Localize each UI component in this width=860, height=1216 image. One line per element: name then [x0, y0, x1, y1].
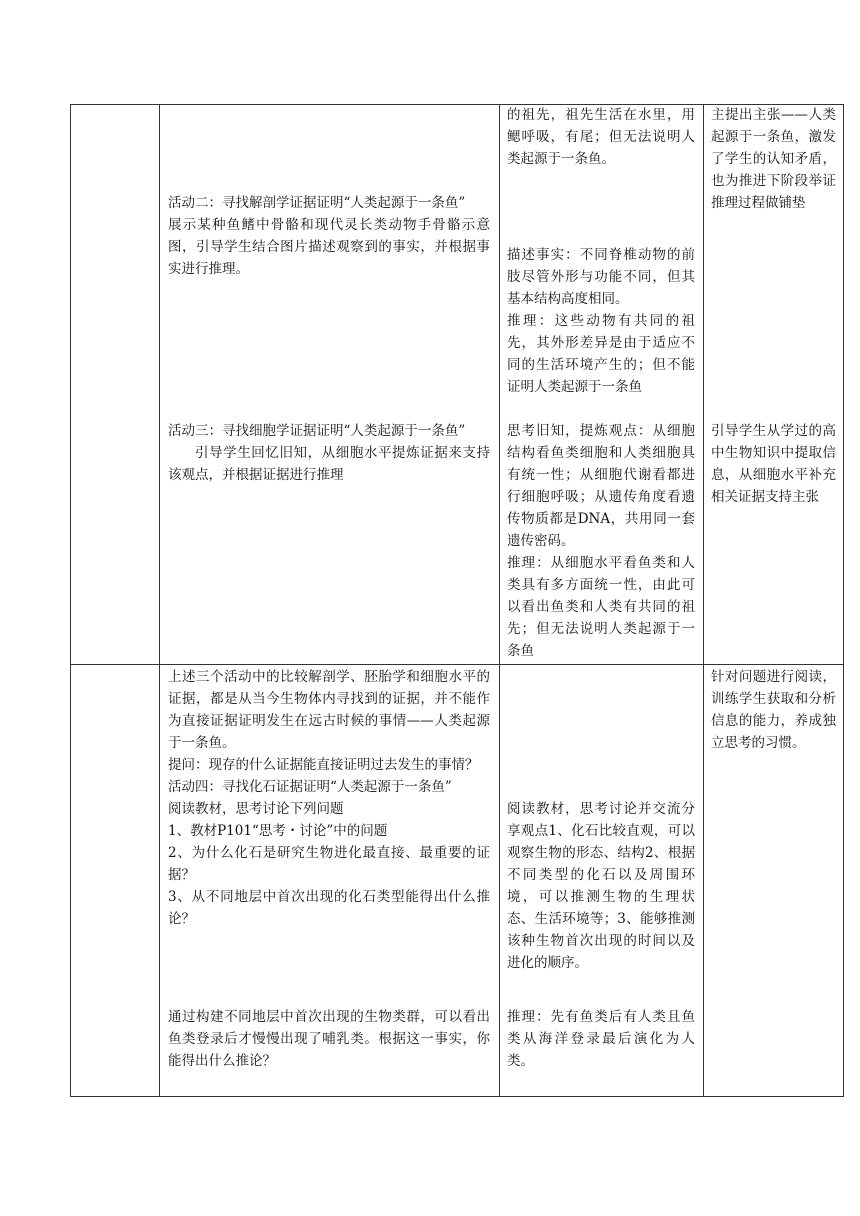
- student-inference-1: 推理：这些动物有共同的祖先，其外形差异是由于适应不同的生活环境产生的；但不能证明人类起源于一条鱼: [507, 313, 695, 395]
- row1-intent-bottom: [711, 420, 836, 508]
- row2-student-bottom: [507, 1006, 695, 1072]
- row1-teacher-activity-2: [168, 192, 490, 280]
- row2-student-top: [507, 798, 695, 974]
- column-divider-1: [159, 104, 160, 1097]
- question-2: 2、为什么化石是研究生物进化最直接、最重要的证据？: [168, 845, 490, 883]
- student-inference-3: 推理：先有鱼类后有人类且鱼类从海洋登录最后演化为人类。: [507, 1009, 695, 1069]
- activity-4-title: 活动四：寻找化石证据证明“人类起源于一条鱼”: [168, 779, 452, 795]
- evidence-summary: 上述三个活动中的比较解剖学、胚胎学和细胞水平的证据，都是从当今生物体内寻找到的证据，并不能作为直接证据证明发生在远古时候的事情——人类起源于一条鱼。: [168, 669, 490, 751]
- activity-4-instruction: 阅读教材，思考讨论下列问题: [168, 801, 344, 817]
- activity-2-description: 展示某种鱼鳍中骨骼和现代灵长类动物手骨骼示意图，引导学生结合图片描述观察到的事实，并根据事实进行推理。: [168, 217, 490, 277]
- student-recall: 思考旧知，提炼观点：从细胞结构看鱼类细胞和人类细胞具有统一性；从细胞代谢看都进行细胞呼吸；从遗传角度看遗传物质都是DNA，共用同一套遗传密码。: [507, 423, 695, 549]
- column-border-right: [843, 104, 844, 1097]
- activity-2-title: 活动二：寻找解剖学证据证明“人类起源于一条鱼”: [168, 195, 466, 211]
- question: 提问：现存的什么证据能直接证明过去发生的事情？: [168, 757, 479, 773]
- column-divider-2: [499, 104, 500, 1097]
- table-bottom-border: [70, 1096, 844, 1097]
- row2-first-cell: [71, 665, 159, 1096]
- intent-2: 引导学生从学过的高中生物知识中提取信息，从细胞水平补充相关证据支持主张: [711, 423, 836, 505]
- row1-teacher-activity-3: [168, 420, 490, 486]
- row1-student-bottom: [507, 420, 695, 662]
- activity-3-description: 引导学生回忆旧知，从细胞水平提炼证据来支持该观点，并根据证据进行推理: [168, 445, 490, 483]
- row-divider: [70, 664, 844, 665]
- question-3: 3、从不同地层中首次出现的化石类型能得出什么推论？: [168, 889, 490, 927]
- row1-student-top: [507, 104, 695, 170]
- student-inference-2: 推理：从细胞水平看鱼类和人类具有多方面统一性，由此可以看出鱼类和人类有共同的祖先；但无法说明人类起源于一条鱼: [507, 555, 695, 659]
- student-describe-facts: 描述事实：不同脊椎动物的前肢尽管外形与功能不同，但其基本结构高度相同。: [507, 247, 695, 307]
- student-continuation: 的祖先，祖先生活在水里，用鳃呼吸，有尾；但无法说明人类起源于一条鱼。: [507, 107, 695, 167]
- lesson-table: [70, 104, 844, 1097]
- activity-3-title: 活动三：寻找细胞学证据证明“人类起源于一条鱼”: [168, 423, 466, 439]
- row2-intent: [711, 666, 836, 754]
- row2-teacher-top: [168, 666, 490, 930]
- student-discussion: 阅读教材，思考讨论并交流分享观点1、化石比较直观，可以观察生物的形态、结构2、根据不同类型的化石以及周围环境，可以推测生物的生理状态、生活环境等；3、能够推测该种生物首次出现的时间以及进化的顺序。: [507, 801, 695, 971]
- inference-prompt: 通过构建不同地层中首次出现的生物类群，可以看出鱼类登录后才慢慢出现了哺乳类。根据这一事实，你能得出什么推论？: [168, 1009, 490, 1069]
- intent-1: 主提出主张——人类起源于一条鱼，激发了学生的认知矛盾，也为推进下阶段举证推理过程做铺垫: [711, 107, 836, 211]
- row1-intent-top: [711, 104, 836, 214]
- row2-teacher-bottom: [168, 1006, 490, 1072]
- intent-3: 针对问题进行阅读，训练学生获取和分析信息的能力，养成独立思考的习惯。: [711, 669, 836, 751]
- column-divider-3: [703, 104, 704, 1097]
- row1-student-middle: [507, 244, 695, 398]
- row1-first-cell: [71, 105, 159, 664]
- question-1: 1、教材P101“思考・讨论”中的问题: [168, 823, 388, 839]
